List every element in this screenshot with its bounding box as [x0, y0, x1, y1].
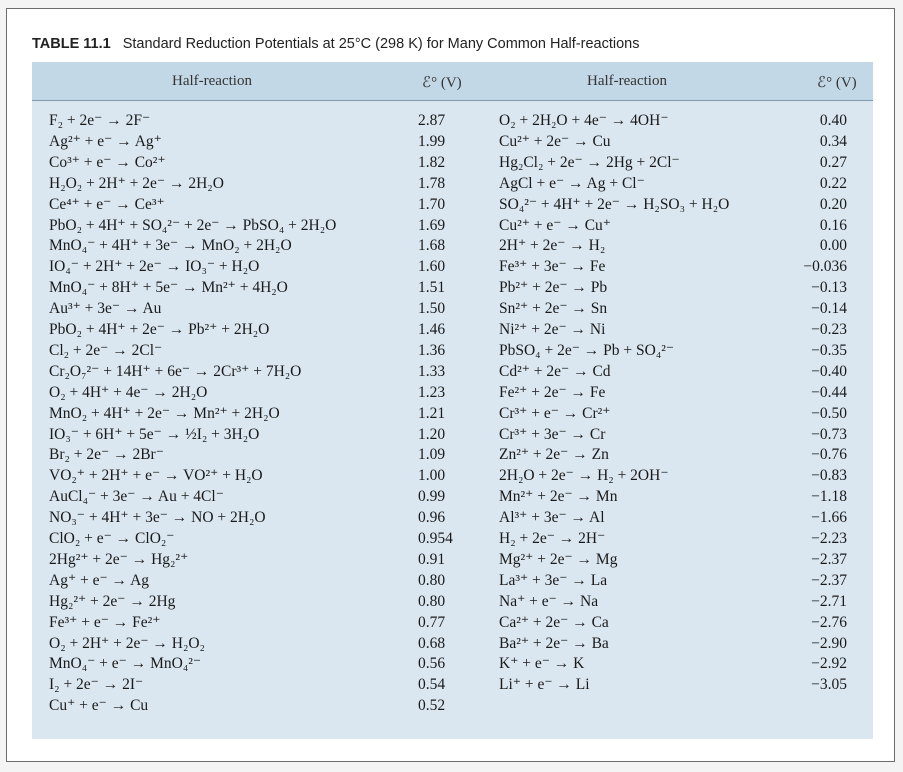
right-half-reaction: Li⁺ + e⁻ → Li	[499, 676, 590, 694]
right-potential-value: 0.34	[819, 132, 847, 150]
left-half-reaction: PbO₂ + 4H⁺ + 2e⁻ → Pb²⁺ + 2H₂O	[49, 321, 270, 338]
right-half-reaction: Cr³⁺ + 3e⁻ → Cr	[499, 425, 606, 443]
left-half-reaction: MnO₄⁻ + e⁻ → MnO₄²⁻	[49, 655, 202, 673]
right-half-reaction: 2H₂O + 2e⁻ → H₂ + 2OH⁻	[499, 467, 669, 485]
right-potential-value: −0.44	[811, 383, 847, 401]
left-half-reaction: NO₃⁻ + 4H⁺ + 3e⁻ → NO + 2H₂O	[49, 509, 266, 527]
left-half-reaction: IO₃⁻ + 6H⁺ + 5e⁻ → ½I₂ + 3H₂O	[49, 425, 260, 443]
left-half-reaction: Ce⁴⁺ + e⁻ → Ce³⁺	[49, 195, 165, 213]
left-half-reaction: ClO₂ + e⁻ → ClO₂⁻	[49, 530, 175, 547]
right-half-reaction: PbSO₄ + 2e⁻ → Pb + SO₄²⁻	[499, 341, 675, 359]
left-potential-value: 1.60	[418, 258, 446, 276]
right-half-reaction: Zn²⁺ + 2e⁻ → Zn	[499, 446, 609, 464]
right-half-reaction: Cu²⁺ + e⁻ → Cu⁺	[499, 216, 611, 234]
left-potential-value: 1.82	[418, 153, 446, 171]
left-potential-value: 1.21	[418, 404, 446, 422]
left-half-reaction: MnO₄⁻ + 8H⁺ + 5e⁻ → Mn²⁺ + 4H₂O	[49, 279, 288, 297]
right-potential-value: −0.76	[811, 446, 847, 464]
left-potential-value: 1.78	[418, 174, 446, 192]
left-half-reaction: Co³⁺ + e⁻ → Co²⁺	[49, 153, 166, 171]
left-potential-value: 1.68	[418, 237, 446, 255]
left-half-reaction: Ag²⁺ + e⁻ → Ag⁺	[49, 132, 162, 150]
left-half-reaction: MnO₂ + 4H⁺ + 2e⁻ → Mn²⁺ + 2H₂O	[49, 404, 280, 422]
table-title: Standard Reduction Potentials at 25°C (298 K) for Many Common Half-reactions	[122, 36, 640, 52]
left-potential-value: 1.69	[418, 216, 446, 234]
left-potential-value: 0.96	[418, 509, 446, 527]
left-half-reaction: Cu⁺ + e⁻ → Cu	[49, 697, 149, 715]
left-potential-value: 1.36	[418, 341, 446, 359]
right-potential-value: −0.036	[803, 258, 847, 276]
header-half-reaction-right: Half-reaction	[587, 73, 667, 89]
right-half-reaction: O₂ + 2H₂O + 4e⁻ → 4OH⁻	[499, 112, 669, 129]
header-half-reaction-left: Half-reaction	[172, 73, 252, 89]
right-potential-value: −2.92	[811, 655, 847, 673]
left-half-reaction: O₂ + 4H⁺ + 4e⁻ → 2H₂O	[49, 383, 208, 401]
left-potential-value: 2.87	[418, 112, 446, 129]
right-potential-value: 0.40	[819, 112, 847, 129]
right-potential-value: 0.16	[819, 216, 847, 234]
right-potential-value: −2.37	[811, 571, 847, 589]
right-half-reaction: Mg²⁺ + 2e⁻ → Mg	[499, 550, 618, 568]
right-potential-value: −2.71	[811, 592, 847, 610]
right-potential-value: −0.50	[811, 404, 847, 422]
left-potential-value: 0.99	[418, 488, 446, 506]
left-potential-value: 0.954	[418, 530, 453, 547]
left-half-reaction: Hg₂²⁺ + 2e⁻ → 2Hg	[49, 592, 176, 610]
table-label: TABLE 11.1	[32, 36, 111, 52]
right-half-reaction: Na⁺ + e⁻ → Na	[499, 592, 599, 610]
right-half-reaction: Mn²⁺ + 2e⁻ → Mn	[499, 488, 618, 506]
left-half-reaction: H₂O₂ + 2H⁺ + 2e⁻ → 2H₂O	[49, 174, 224, 192]
left-half-reaction: MnO₄⁻ + 4H⁺ + 3e⁻ → MnO₂ + 2H₂O	[49, 237, 292, 255]
right-half-reaction: SO₄²⁻ + 4H⁺ + 2e⁻ → H₂SO₃ + H₂O	[499, 195, 730, 213]
right-half-reaction: Cd²⁺ + 2e⁻ → Cd	[499, 362, 611, 380]
right-potential-value: −0.40	[811, 362, 847, 380]
left-potential-value: 0.52	[418, 697, 446, 715]
left-potential-value: 0.77	[418, 613, 446, 631]
header-potential-left: ℰ° (V)	[422, 75, 462, 91]
right-half-reaction: Hg₂Cl₂ + 2e⁻ → 2Hg + 2Cl⁻	[499, 153, 680, 171]
right-half-reaction: Sn²⁺ + 2e⁻ → Sn	[499, 300, 608, 318]
right-potential-value: −0.14	[811, 300, 847, 318]
right-half-reaction: Fe³⁺ + 3e⁻ → Fe	[499, 258, 606, 276]
left-potential-value: 0.54	[418, 676, 446, 694]
left-potential-value: 1.33	[418, 362, 446, 380]
right-potential-value: 0.27	[819, 153, 847, 171]
right-half-reaction: Cu²⁺ + 2e⁻ → Cu	[499, 132, 611, 150]
right-potential-value: −0.83	[811, 467, 847, 485]
left-potential-value: 1.09	[418, 446, 446, 464]
left-half-reaction: Au³⁺ + 3e⁻ → Au	[49, 300, 162, 318]
left-potential-value: 1.23	[418, 383, 446, 401]
right-potential-value: −0.73	[811, 425, 847, 443]
right-half-reaction: AgCl + e⁻ → Ag + Cl⁻	[499, 174, 645, 192]
left-potential-value: 0.80	[418, 571, 446, 589]
left-half-reaction: AuCl₄⁻ + 3e⁻ → Au + 4Cl⁻	[49, 488, 224, 506]
right-potential-value: −1.66	[811, 509, 847, 527]
reduction-potentials-table	[32, 62, 873, 739]
right-half-reaction: Ca²⁺ + 2e⁻ → Ca	[499, 613, 609, 631]
left-half-reaction: 2Hg²⁺ + 2e⁻ → Hg₂²⁺	[49, 550, 189, 568]
left-potential-value: 0.91	[418, 550, 446, 568]
left-half-reaction: Br₂ + 2e⁻ → 2Br⁻	[49, 446, 164, 464]
left-potential-value: 0.68	[418, 634, 446, 652]
table-caption	[32, 36, 639, 52]
left-potential-value: 1.00	[418, 467, 446, 485]
right-potential-value: −1.18	[811, 488, 847, 506]
left-potential-value: 0.80	[418, 592, 446, 610]
right-half-reaction: Ba²⁺ + 2e⁻ → Ba	[499, 634, 609, 652]
left-potential-value: 1.51	[418, 279, 446, 297]
right-half-reaction: K⁺ + e⁻ → K	[499, 655, 585, 673]
left-potential-value: 1.20	[418, 425, 446, 443]
right-potential-value: −0.13	[811, 279, 847, 297]
right-potential-value: −2.37	[811, 550, 847, 568]
right-half-reaction: Cr³⁺ + e⁻ → Cr²⁺	[499, 404, 611, 422]
right-half-reaction: La³⁺ + 3e⁻ → La	[499, 571, 608, 589]
left-half-reaction: Ag⁺ + e⁻ → Ag	[49, 571, 150, 589]
left-potential-value: 1.50	[418, 300, 446, 318]
right-potential-value: −3.05	[811, 676, 847, 694]
left-half-reaction: Fe³⁺ + e⁻ → Fe²⁺	[49, 613, 161, 631]
left-half-reaction: Cl₂ + 2e⁻ → 2Cl⁻	[49, 341, 163, 359]
right-half-reaction: Fe²⁺ + 2e⁻ → Fe	[499, 383, 606, 401]
left-half-reaction: I₂ + 2e⁻ → 2I⁻	[49, 676, 144, 694]
left-half-reaction: O₂ + 2H⁺ + 2e⁻ → H₂O₂	[49, 634, 205, 652]
right-half-reaction: Ni²⁺ + 2e⁻ → Ni	[499, 321, 606, 338]
right-half-reaction: H₂ + 2e⁻ → 2H⁻	[499, 530, 606, 547]
right-potential-value: −0.23	[811, 321, 847, 338]
left-potential-value: 1.99	[418, 132, 446, 150]
left-half-reaction: F₂ + 2e⁻ → 2F⁻	[49, 112, 151, 129]
left-potential-value: 1.46	[418, 321, 446, 338]
left-potential-value: 1.70	[418, 195, 446, 213]
left-half-reaction: IO₄⁻ + 2H⁺ + 2e⁻ → IO₃⁻ + H₂O	[49, 258, 260, 276]
right-half-reaction: Pb²⁺ + 2e⁻ → Pb	[499, 279, 608, 297]
table-header	[32, 62, 873, 101]
left-half-reaction: Cr₂O₇²⁻ + 14H⁺ + 6e⁻ → 2Cr³⁺ + 7H₂O	[49, 362, 302, 380]
right-half-reaction: Al³⁺ + 3e⁻ → Al	[499, 509, 605, 527]
right-potential-value: 0.20	[819, 195, 847, 213]
right-potential-value: −2.23	[811, 530, 847, 547]
right-potential-value: −0.35	[811, 341, 847, 359]
right-potential-value: −2.76	[811, 613, 847, 631]
right-potential-value: −2.90	[811, 634, 847, 652]
header-potential-right: ℰ° (V)	[817, 75, 857, 91]
right-potential-value: 0.22	[819, 174, 847, 192]
left-half-reaction: VO₂⁺ + 2H⁺ + e⁻ → VO²⁺ + H₂O	[49, 467, 263, 485]
right-potential-value: 0.00	[819, 237, 847, 255]
left-potential-value: 0.56	[418, 655, 446, 673]
right-half-reaction: 2H⁺ + 2e⁻ → H₂	[499, 237, 606, 255]
left-half-reaction: PbO₂ + 4H⁺ + SO₄²⁻ + 2e⁻ → PbSO₄ + 2H₂O	[49, 216, 337, 234]
